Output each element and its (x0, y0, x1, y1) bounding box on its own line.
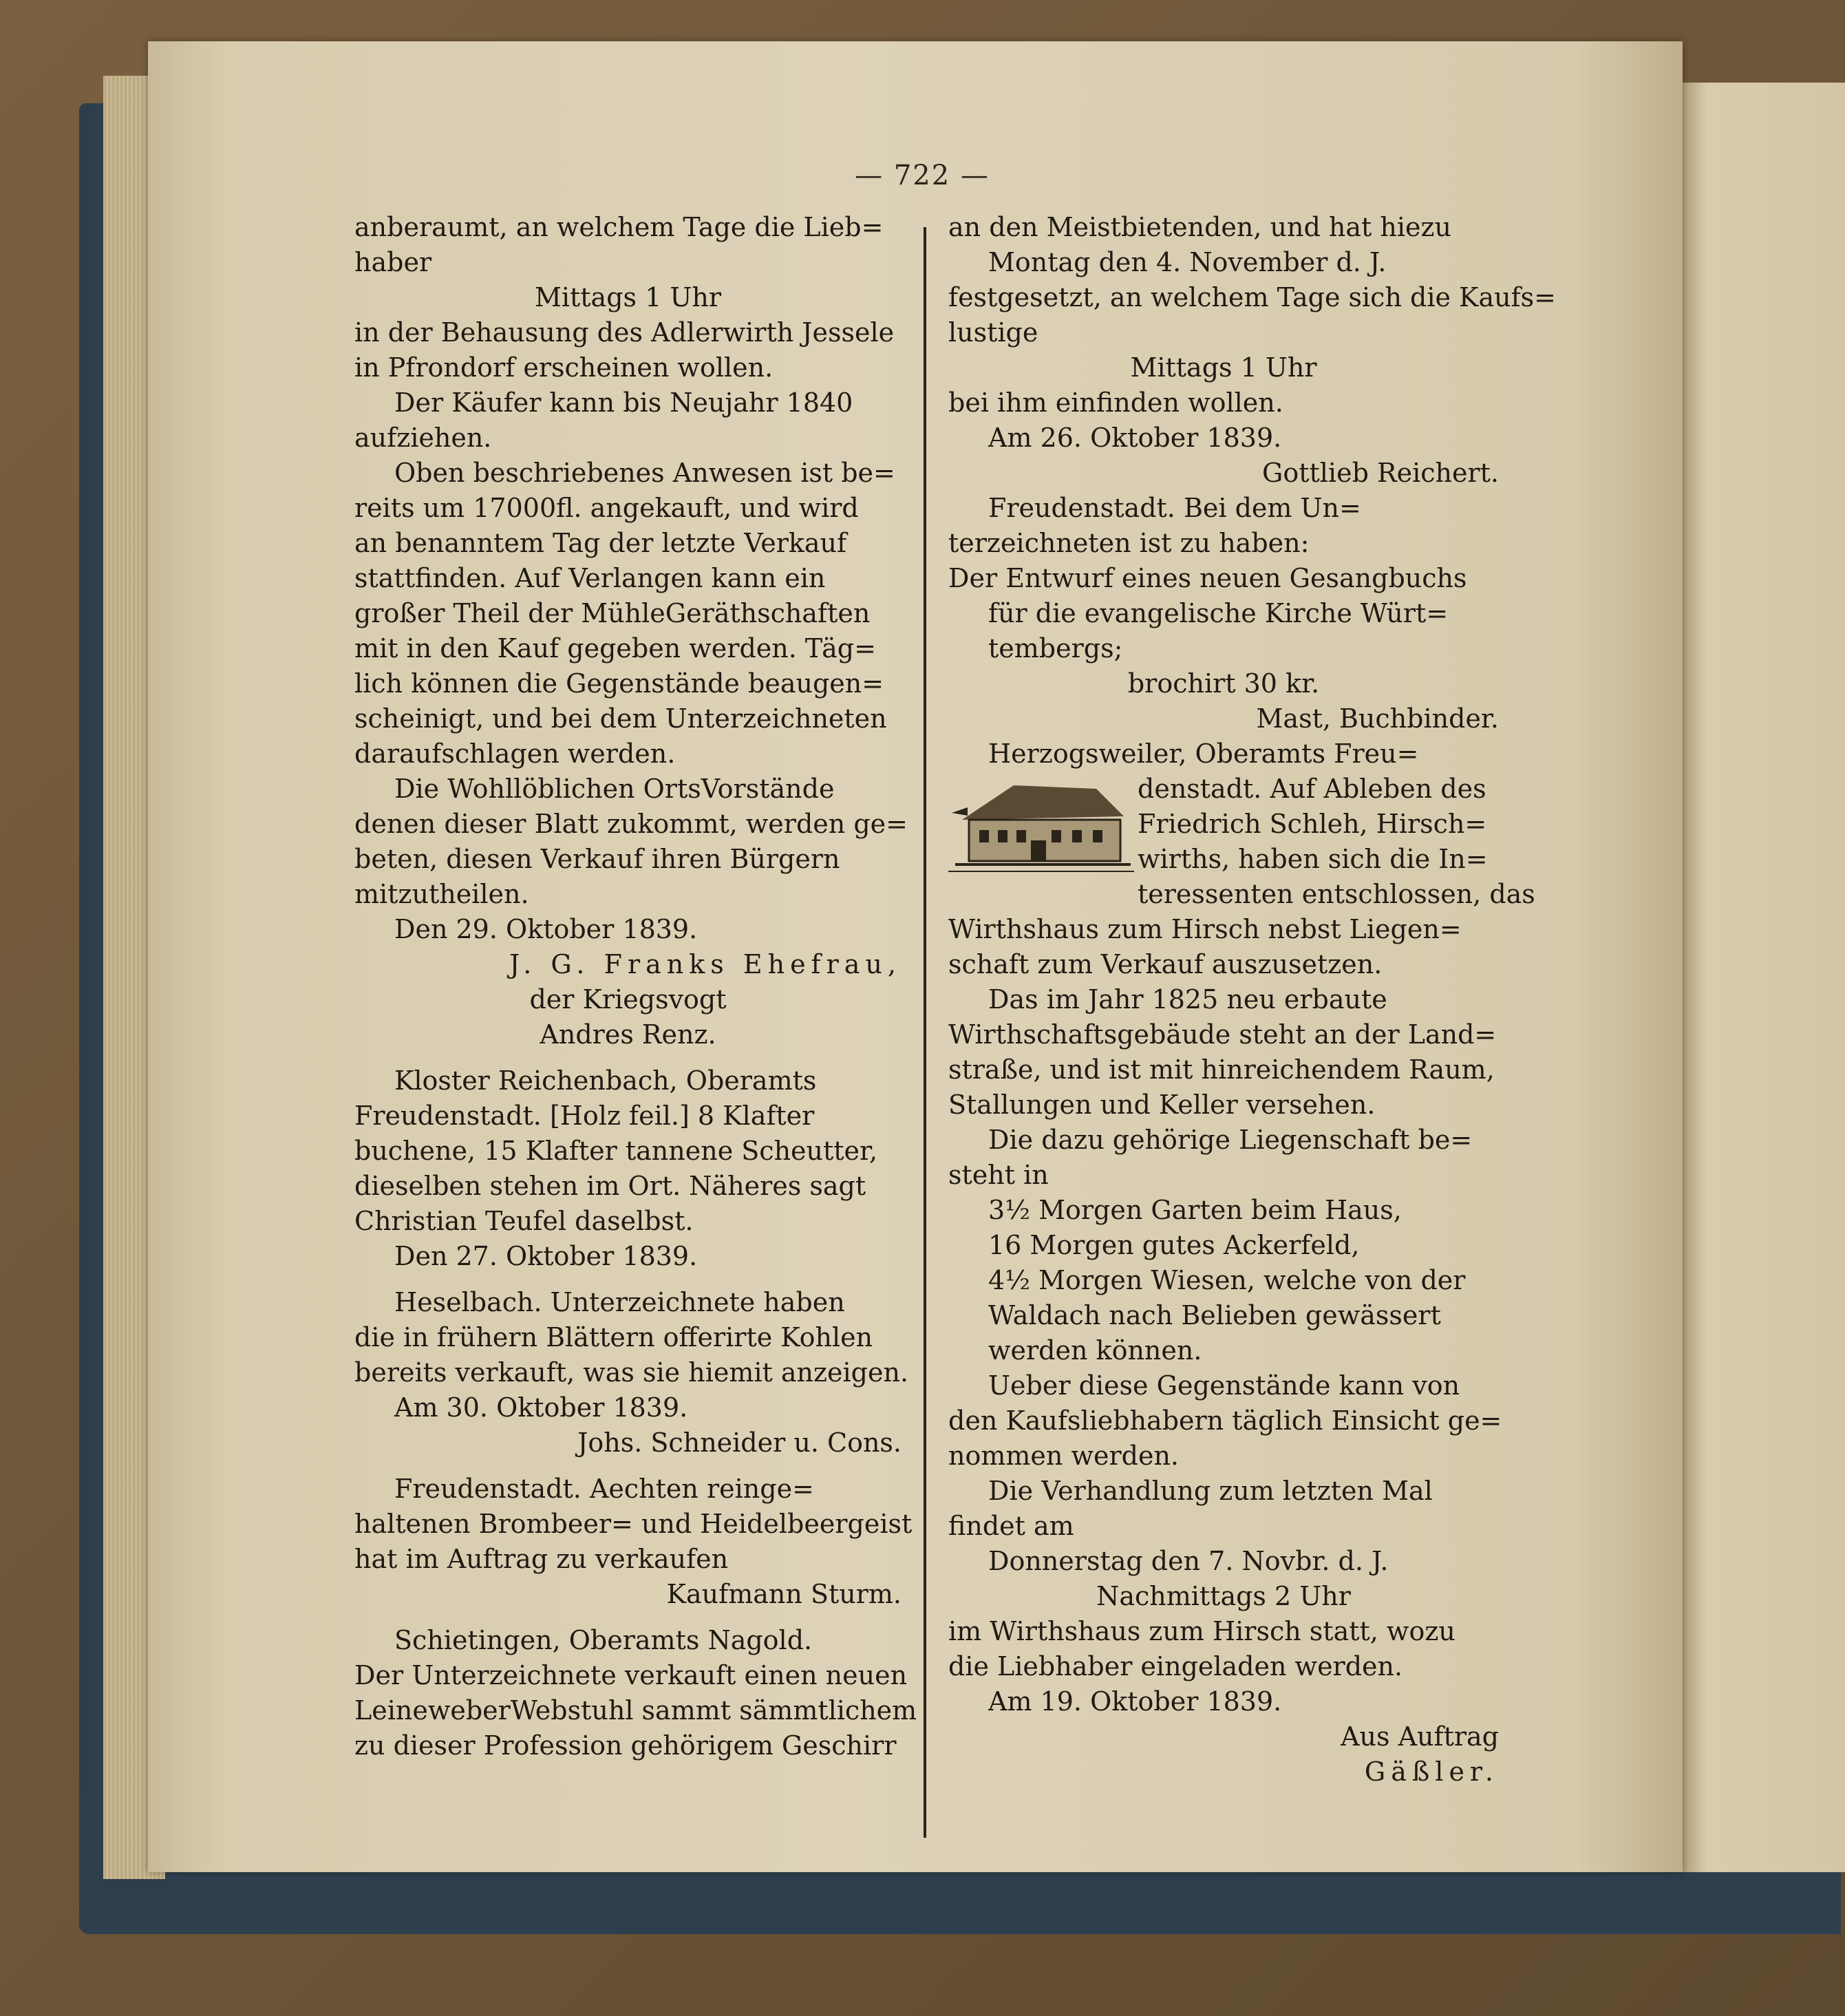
text-line: Wirthschaftsgebäude steht an der Land= (948, 1019, 1497, 1050)
text-line: stattfinden. Auf Verlangen kann ein (354, 563, 826, 593)
text-line: Oben beschriebenes Anwesen ist be= (394, 458, 895, 488)
text-line: mit in den Kauf gegeben werden. Täg= (354, 633, 876, 664)
text-line: Schietingen, Oberamts Nagold. (394, 1625, 813, 1655)
date-line: Den 29. Oktober 1839. (394, 914, 698, 944)
facing-page (1683, 83, 1845, 1872)
notice-schietingen (354, 1623, 917, 1763)
signature-line: Johs. Schneider u. Cons. (577, 1428, 902, 1458)
text-line: LeineweberWebstuhl sammt sämmtlichem (354, 1695, 917, 1726)
property-item: 4½ Morgen Wiesen, welche von der (988, 1265, 1466, 1295)
text-line: schaft zum Verkauf auszusetzen. (948, 949, 1383, 979)
text-line: in der Behausung des Adlerwirth Jessele (354, 317, 895, 348)
text-line: bereits verkauft, was sie hiemit anzeigen. (354, 1357, 909, 1388)
text-line: Freudenstadt. Aechten reinge= (394, 1474, 814, 1504)
text-line: Mittags 1 Uhr (1130, 352, 1317, 383)
text-line: Ueber diese Gegenstände kann von (988, 1370, 1460, 1401)
book-title-line: tembergs; (988, 633, 1123, 664)
text-line: lustige (948, 317, 1038, 348)
date-line: Donnerstag den 7. Novbr. d. J. (988, 1546, 1389, 1576)
text-line: Die dazu gehörige Liegenschaft be= (988, 1125, 1473, 1155)
text-line: steht in (948, 1160, 1049, 1190)
text-line: Die Verhandlung zum letzten Mal (988, 1476, 1433, 1506)
text-line: terzeichneten ist zu haben: (948, 528, 1310, 558)
text-line: Wirthshaus zum Hirsch nebst Liegen= (948, 914, 1462, 944)
date-line: Am 30. Oktober 1839. (394, 1392, 688, 1423)
page-number: — 722 — (855, 160, 990, 191)
property-item: 3½ Morgen Garten beim Haus, (988, 1195, 1402, 1225)
text-line: Kloster Reichenbach, Oberamts (394, 1065, 817, 1096)
text-line: im Wirthshaus zum Hirsch statt, wozu (948, 1616, 1455, 1646)
text-line: an benanntem Tag der letzte Verkauf (354, 528, 847, 558)
text-line: den Kaufsliebhabern täglich Einsicht ge= (948, 1405, 1502, 1436)
property-item: Waldach nach Belieben gewässert (988, 1300, 1441, 1330)
notice-herzogsweiler (948, 736, 1535, 1790)
text-line: denstadt. Auf Ableben des (1138, 774, 1486, 804)
notice-heselbach (354, 1285, 909, 1461)
time-line: Nachmittags 2 Uhr (1096, 1581, 1351, 1611)
inn-house-icon (948, 772, 1134, 882)
property-item: 16 Morgen gutes Ackerfeld, (988, 1230, 1360, 1260)
signature-line: Andres Renz. (540, 1019, 716, 1050)
notice-pfrondorf (354, 210, 908, 1052)
text-line: Stallungen und Keller versehen. (948, 1090, 1376, 1120)
text-line: zu dieser Profession gehörigem Geschirr (354, 1730, 897, 1761)
text-line: findet am (948, 1511, 1074, 1541)
signature-line: Gottlieb Reichert. (1262, 458, 1499, 488)
text-line: Der Unterzeichnete verkauft einen neuen (354, 1660, 908, 1690)
text-line: straße, und ist mit hinreichendem Raum, (948, 1054, 1495, 1085)
text-line: Freudenstadt. Bei dem Un= (988, 493, 1361, 523)
date-line: Am 26. Oktober 1839. (988, 423, 1282, 453)
text-line: teressenten entschlossen, das (1138, 879, 1535, 909)
text-line: bei ihm einfinden wollen. (948, 388, 1283, 418)
left-column (354, 210, 917, 1763)
signature-line: J. G. Franks Ehefrau, (509, 949, 902, 979)
text-line: Die Wohllöblichen OrtsVorstände (394, 774, 835, 804)
text-line: buchene, 15 Klafter tannene Scheutter, (354, 1136, 878, 1166)
text-line: mitzutheilen. (354, 879, 529, 909)
text-line: Freudenstadt. [Holz feil.] 8 Klafter (354, 1101, 815, 1131)
book-title-line: Der Entwurf eines neuen Gesangbuchs (948, 563, 1467, 593)
text-line: beten, diesen Verkauf ihren Bürgern (354, 844, 840, 874)
text-line: Montag den 4. November d. J. (988, 247, 1387, 277)
text-line: Friedrich Schleh, Hirsch= (1138, 809, 1487, 839)
date-line: Am 19. Oktober 1839. (988, 1686, 1282, 1717)
text-line: Christian Teufel daselbst. (354, 1206, 694, 1236)
signature-line: Kaufmann Sturm. (666, 1579, 902, 1609)
text-line: haltenen Brombeer= und Heidelbeergeist (354, 1509, 913, 1539)
notice-freudenstadt-geist (354, 1472, 913, 1612)
notice-continuation (948, 210, 1556, 491)
book-title-line: für die evangelische Kirche Würt= (988, 598, 1449, 628)
text-line: festgesetzt, an welchem Tage sich die Kaufs= (948, 282, 1556, 312)
date-line: Den 27. Oktober 1839. (394, 1241, 698, 1271)
text-line: hat im Auftrag zu verkaufen (354, 1544, 729, 1574)
text-line: großer Theil der MühleGeräthschaften (354, 598, 871, 628)
notice-reichenbach (354, 1063, 902, 1274)
text-line: nommen werden. (948, 1441, 1180, 1471)
text-line: dieselben stehen im Ort. Näheres sagt (354, 1171, 866, 1201)
text-line: Herzogsweiler, Oberamts Freu= (988, 739, 1419, 769)
text-line: reits um 17000fl. angekauft, und wird (354, 493, 859, 523)
right-column (948, 210, 1556, 1790)
text-line: anberaumt, an welchem Tage die Lieb= (354, 212, 884, 242)
text-line: scheinigt, und bei dem Unterzeichneten (354, 703, 887, 734)
text-line: Heselbach. Unterzeichnete haben (394, 1287, 845, 1317)
price-line: brochirt 30 kr. (1127, 668, 1320, 699)
signature-line: Gäßler. (1364, 1757, 1499, 1787)
text-line: denen dieser Blatt zukommt, werden ge= (354, 809, 908, 839)
signature-line: der Kriegsvogt (529, 984, 727, 1015)
text-line: Der Käufer kann bis Neujahr 1840 (394, 388, 853, 418)
illustrated-paragraph (948, 772, 1535, 912)
text-line: lich können die Gegenstände beaugen= (354, 668, 884, 699)
column-divider (924, 227, 926, 1838)
text-line: daraufschlagen werden. (354, 739, 676, 769)
text-line: die Liebhaber eingeladen werden. (948, 1651, 1403, 1681)
text-line: in Pfrondorf erscheinen wollen. (354, 352, 774, 383)
property-item: werden können. (988, 1335, 1202, 1366)
signature-line: Aus Auftrag (1341, 1721, 1499, 1752)
text-line: die in frühern Blättern offerirte Kohlen (354, 1322, 873, 1352)
text-line: an den Meistbietenden, und hat hiezu (948, 212, 1451, 242)
text-line: Mittags 1 Uhr (534, 282, 722, 312)
text-line: wirths, haben sich die In= (1138, 844, 1488, 874)
text-line: haber (354, 247, 432, 277)
notice-gesangbuch (948, 491, 1499, 736)
text-line: Das im Jahr 1825 neu erbaute (988, 984, 1387, 1015)
text-line: aufziehen. (354, 423, 492, 453)
signature-line: Mast, Buchbinder. (1256, 703, 1499, 734)
